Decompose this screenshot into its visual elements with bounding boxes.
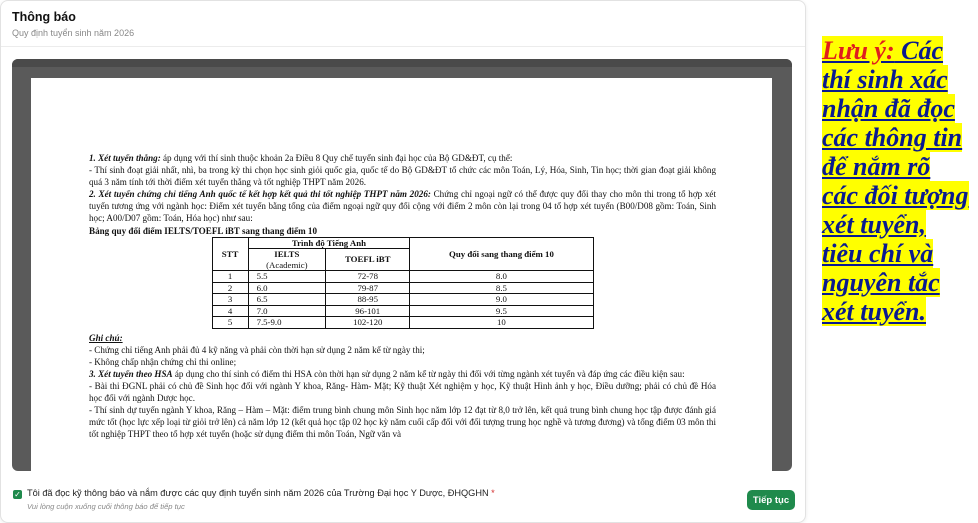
consent-label[interactable] [27,488,495,498]
table-row [212,271,593,283]
paragraph: - Thí sinh đoạt giải nhất, nhì, ba trong kỳ thi chọn học sinh giỏi quốc gia, quốc tế do Bộ GD&ĐT tổ chức các môn Toán, Lý, Hóa, Sinh, Tin học; thời gian đoạt giải không quá 3 năm tính tới thời điểm xét tuyển thẳng và tốt nghiệp THPT năm 2026. [89,165,716,188]
pdf-page [31,78,772,471]
cell-toefl: 72-78 [326,271,410,283]
section-text: áp dụng cho thí sinh có điểm thi HSA còn thời hạn sử dụng 2 năm kể từ ngày thi đối với từng ngành xét tuyển và đáp ứng các điều kiện sau: [172,368,685,379]
table-row [212,282,593,294]
section-hsa [89,368,716,380]
pdf-viewer[interactable] [12,59,792,471]
side-note-text: Các thí sinh xác nhận đã đọc các thông tin để nắm rõ các đối tượng xét tuyển, tiêu chí và nguyên tắc xét tuyển. [822,36,969,326]
dialog-subtitle: Quy định tuyển sinh năm 2026 [12,28,135,38]
section-text: áp dụng với thí sinh thuộc khoản 2a Điều 8 Quy chế tuyển sinh đại học của Bộ GD&ĐT, cụ thể: [160,153,513,163]
check-icon: ✓ [14,490,21,499]
table-row [212,317,593,329]
consent-text: Tôi đã đọc kỹ thông báo và nắm được các quy định tuyển sinh năm 2026 của Trường Đại học Y Dược, ĐHQGHN [27,488,489,498]
conversion-table [212,237,594,329]
dialog-title: Thông báo [12,10,76,24]
paragraph: - Không chấp nhận chứng chỉ thi online; [89,356,237,367]
th-ielts [248,249,326,271]
section-label: 3. Xét tuyển theo HSA [89,368,173,379]
th-ielts-sub: (Academic) [266,259,308,270]
dialog-footer [1,482,806,523]
cell-stt: 1 [212,271,248,283]
cell-stt: 3 [212,294,248,306]
table-caption: Bảng quy đổi điểm IELTS/TOEFL iBT sang thang điểm 10 [89,225,318,236]
required-mark: * [491,488,495,498]
continue-button[interactable]: Tiếp tục [747,490,795,510]
paragraph: - Thí sinh dự tuyển ngành Y khoa, Răng – Hàm – Mặt: điểm trung bình chung môn Sinh học năm lớp 12 đạt từ 8,0 trở lên, kết quả trung bình chung học tập được đánh giá mức tốt (học lực xếp loại từ giỏi trở lên) cả năm lớp 12 (kết quả học tập 02 học kỳ năm cuối cấp đối với đối tượng trung học nghề và tương đương) và tổng điểm 03 môn thi tốt nghiệp THPT theo tổ hợp xét tuyển (hoặc sử dụng điểm thi môn Toán, Ngữ văn và [89,405,716,440]
table-row [212,294,593,306]
cell-toefl: 79-87 [326,282,410,294]
pdf-content [89,152,716,441]
note-label: Ghi chú: [89,332,123,343]
table-row [212,305,593,317]
cell-ielts: 6.5 [248,294,326,306]
cell-ielts: 7.5-9.0 [248,317,326,329]
paragraph: - Chứng chỉ tiếng Anh phải đủ 4 kỹ năng và phải còn thời hạn sử dụng 2 năm kể từ ngày thi; [89,344,425,355]
th-english-level: Trình độ Tiếng Anh [248,237,410,249]
cell-stt: 2 [212,282,248,294]
section-direct-admission [89,152,716,164]
cell-ielts: 6.0 [248,282,326,294]
th-ielts-label: IELTS [274,249,300,260]
scroll-hint: Vui lòng cuộn xuống cuối thông báo để tiếp tục [27,502,185,511]
cell-toefl: 102-120 [326,317,410,329]
paragraph: - Bài thi ĐGNL phải có chủ đề Sinh học đối với ngành Y khoa, Răng- Hàm- Mặt; Kỹ thuật Xét nghiệm y học, Kỹ thuật Hình ảnh y học, Điều dưỡng; phải có chủ đề Hóa học đối với ngành Dược học. [89,381,716,404]
cell-ielts: 7.0 [248,305,326,317]
section-english-cert [89,188,716,224]
cell-score: 9.0 [410,294,593,306]
cell-score: 10 [410,317,593,329]
cell-score: 8.5 [410,282,593,294]
consent-checkbox[interactable] [13,490,22,499]
th-conversion: Quy đổi sang thang điểm 10 [410,237,593,271]
cell-toefl: 96-101 [326,305,410,317]
cell-ielts: 5.5 [248,271,326,283]
cell-score: 8.0 [410,271,593,283]
section-label: 2. Xét tuyển chứng chỉ tiếng Anh quốc tế kết hợp kết quả thi tốt nghiệp THPT năm 2026: [89,189,431,200]
th-toefl: TOEFL iBT [326,249,410,271]
cell-score: 9.5 [410,305,593,317]
dialog-header [1,1,806,47]
note-heading [89,332,716,344]
cell-toefl: 88-95 [326,294,410,306]
cell-stt: 4 [212,305,248,317]
side-note [822,36,972,326]
pdf-toolbar-strip [12,59,792,67]
side-note-label: Lưu ý: [822,36,895,65]
cell-stt: 5 [212,317,248,329]
th-stt: STT [212,237,248,271]
section-text: Chứng chỉ ngoại ngữ có thể được quy đổi thay cho môn thi trong tổ hợp xét tuyển tương ứng với ngành học: Điểm xét tuyển bằng tổng của điểm ngoại ngữ quy đổi cộng với điểm 2 môn còn lại trong 04 tổ hợp xét tuyển (B00/D08 gồm: Toán, Sinh học; A00/D07 gồm: Toán, Hóa học) như sau: [89,189,716,224]
section-label: 1. Xét tuyển thẳng: [89,153,161,163]
